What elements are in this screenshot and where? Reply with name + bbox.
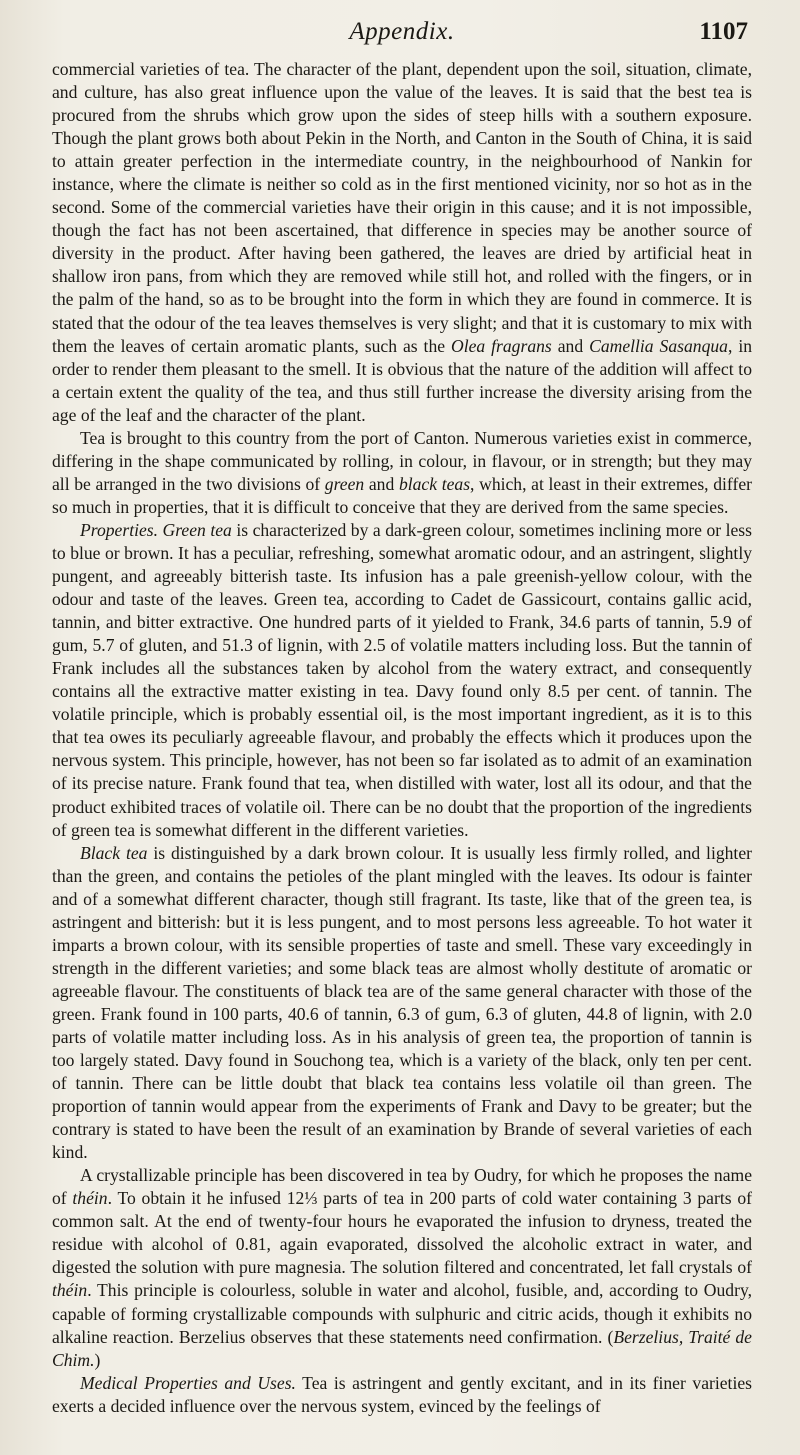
text-run: commercial varieties of tea. The character of the plant, dependent upon the soil, situation, climate, and culture, has also great influence upon the value of the leaves. It is said that the best tea is procured from the shrubs which grow upon the sides of steep hills with a southern exposure. Though the plant grows both about Pekin in the North, and Canton in the South of China, it is said to attain greater perfection in the intermediate country, in the neighbourhood of Nankin for instance, where the climate is neither so cold as in the first mentioned vicinity, nor so hot as in the second. Some of the commercial varieties have their origin in this cause; and it is not impossible, though the fact has not been ascertained, that difference in species may be another source of diversity in the product. After having been gathered, the leaves are dried by artificial heat in shallow iron pans, from which they are removed while still hot, and rolled with the fingers, or in the palm of the hand, so as to be brought into the form in which they are found in commerce. It is stated that the odour of the tea leaves themselves is very slight; and that it is customary to mix with them the leaves of certain aromatic plants, such as the	[52, 59, 752, 356]
text-run: A crystallizable principle has been discovered in tea by Oudry, for which he proposes the name of	[52, 1165, 752, 1209]
paragraph-thein	[52, 1164, 752, 1371]
text-run: )	[94, 1349, 101, 1370]
paragraph-medical-properties	[52, 1372, 752, 1418]
paragraph-canton-import	[52, 427, 752, 519]
paragraph-black-tea	[52, 842, 752, 1165]
text-run: , which, at least in their extremes, differ so much in properties, that it is difficult to conceive that they are derived from the same species.	[52, 473, 752, 517]
italic-run: Properties.	[80, 519, 159, 540]
text-run: Tea is brought to this country from the port of Canton. Numerous varieties exist in commerce, differing in the shape communicated by rolling, in colour, in flavour, or in strength; but they may all be arranged in the two divisions of	[52, 427, 752, 494]
text-run: and	[364, 473, 399, 494]
italic-run: green	[324, 473, 365, 494]
running-head	[52, 16, 752, 54]
italic-run: black teas	[398, 473, 471, 494]
text-run: . To obtain it he infused 12⅓ parts of tea in 200 parts of cold water containing 3 parts of common salt. At the end of twenty-four hours he evaporated the infusion to dryness, treated the residue with alcohol of 0.81, again evaporated, dissolved the alcoholic extract in water, and digested the solution with pure magnesia. The solution filtered and concentrated, let fall crystals of	[52, 1188, 752, 1278]
page-number: 1107	[699, 18, 748, 45]
italic-run: théin	[52, 1280, 88, 1301]
italic-run: Camellia Sasanqua	[589, 335, 728, 356]
text-run: , in order to render them pleasant to the smell. It is obvious that the nature of the addition will affect to a certain extent the quality of the tea, and thus still further increase the diversity arising from the age of the leaf and the character of the plant.	[52, 335, 753, 425]
paragraph-properties-green-tea	[52, 519, 752, 842]
running-head-title: Appendix.	[349, 18, 455, 45]
italic-run: Olea fragrans	[451, 335, 552, 356]
italic-run: Berzelius, Traité de Chim.	[52, 1326, 752, 1370]
italic-run: Green tea	[162, 519, 232, 540]
italic-run: Black tea	[80, 842, 148, 863]
italic-run: théin	[72, 1188, 108, 1209]
paragraph-commercial-varieties	[52, 58, 752, 427]
text-run: is characterized by a dark-green colour, sometimes inclining more or less to blue or brown. It has a peculiar, refreshing, somewhat aromatic odour, and an astringent, slightly pungent, and agreeably bitterish taste. Its infusion has a pale greenish-yellow colour, with the odour and taste of the leaves. Green tea, according to Cadet de Gassicourt, contains gallic acid, tannin, and bitter extractive. One hundred parts of it yielded to Frank, 34.6 parts of tannin, 5.9 of gum, 5.7 of gluten, and 51.3 of lignin, with 2.5 of volatile matters including loss. But the tannin of Frank includes all the substances taken by alcohol from the watery extract, and consequently contains all the extractive matter existing in tea. Davy found only 8.5 per cent. of tannin. The volatile principle, which is probably essential oil, is the most important ingredient, as it is to this that tea owes its peculiarly agreeable flavour, and probably the effects which it produces upon the nervous system. This principle, however, has not been so far isolated as to admit of an examination of its precise nature. Frank found that tea, when distilled with water, lost all its odour, and that the product exhibited traces of volatile oil. There can be no doubt that the proportion of the ingredients of green tea is somewhat different in the different varieties.	[52, 519, 752, 840]
italic-run: Medical Properties and Uses.	[80, 1372, 296, 1393]
text-run: is distinguished by a dark brown colour. It is usually less firmly rolled, and lighter than the green, and contains the petioles of the plant mingled with the leaves. Its odour is fainter and of a somewhat different character, though still fragrant. Its taste, like that of the green tea, is astringent and bitterish: but it is less pungent, and to most persons less agreeable. To hot water it imparts a brown colour, with its sensible properties of taste and smell. These vary exceedingly in strength in the different varieties; and some black teas are almost wholly destitute of aromatic or agreeable flavour. The constituents of black tea are of the same general character with those of the green. Frank found in 100 parts, 40.6 of tannin, 6.3 of gum, 6.3 of gluten, 44.8 of lignin, with 2.0 parts of volatile matter including loss. As in his analysis of green tea, the proportion of tannin is too largely stated. Davy found in Souchong tea, which is a variety of the black, only ten per cent. of tannin. There can be little doubt that black tea contains less volatile oil than green. The proportion of tannin would appear from the experiments of Frank and Davy to be greater; but the contrary is stated to have been the result of an examination by Brande of several varieties of each kind.	[52, 842, 752, 1163]
body-text	[52, 58, 752, 1418]
text-run: Tea is astringent and gently excitant, and in its finer varieties exerts a decided influence over the nervous system, evinced by the feelings of	[52, 1372, 752, 1416]
text-run: and	[551, 335, 590, 356]
text-run: . This principle is colourless, soluble in water and alcohol, fusible, and, according to Oudry, capable of forming crystallizable compounds with sulphuric and citric acids, though it exhibits no alkaline reaction. Berzelius observes that these statements need confirmation. (	[52, 1280, 752, 1347]
